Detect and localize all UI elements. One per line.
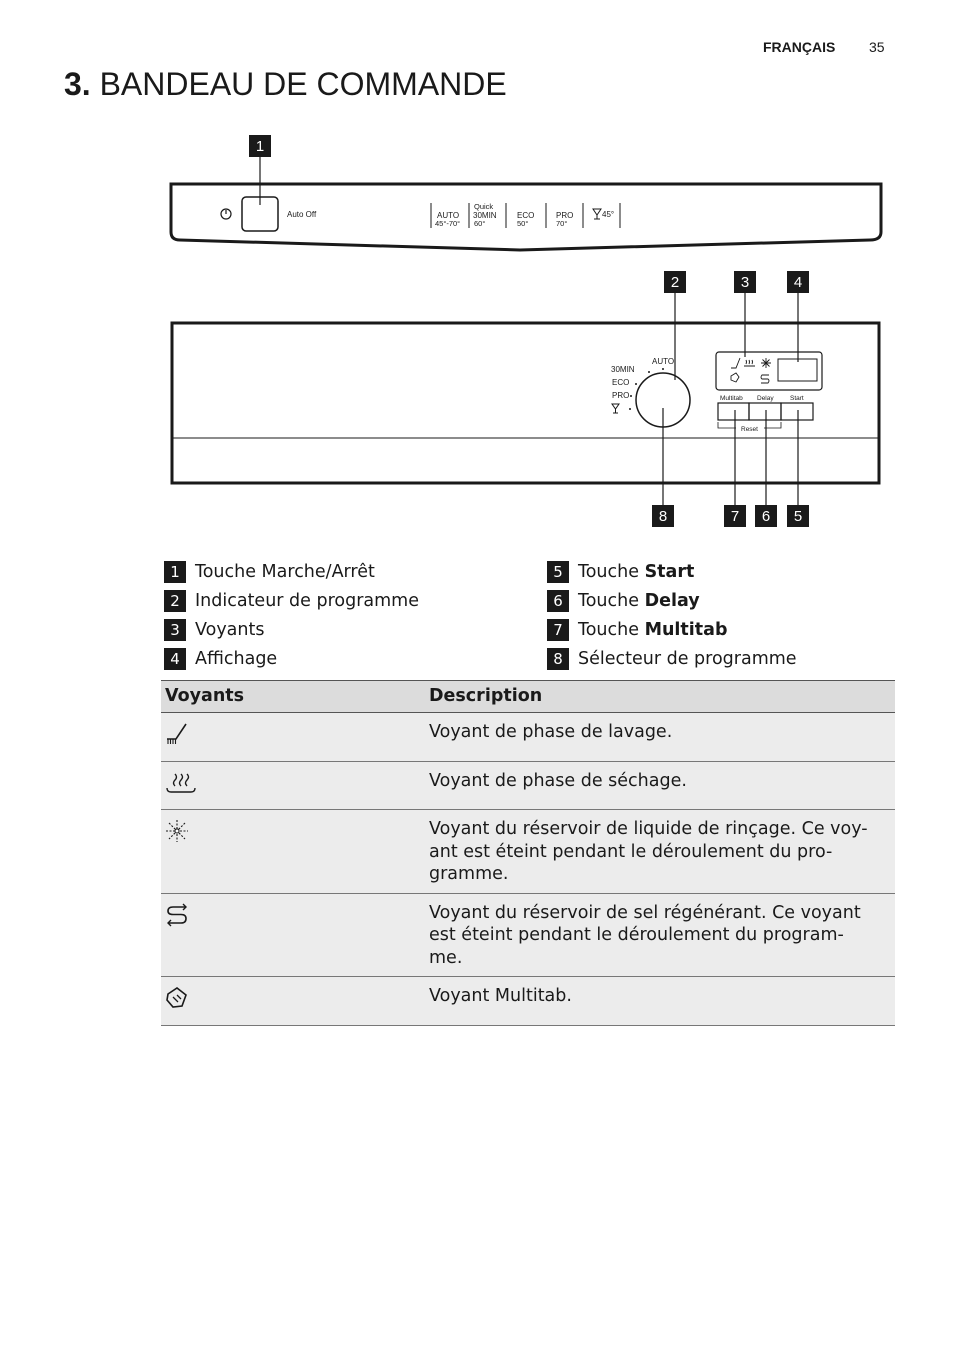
panel-salt-icon xyxy=(761,375,769,383)
dial-eco-label: ECO xyxy=(612,378,630,387)
start-button-label: Start xyxy=(790,395,804,402)
section-title-text: BANDEAU DE COMMANDE xyxy=(99,66,507,102)
header-page-number: 35 xyxy=(869,39,885,55)
prog-auto-label: AUTO xyxy=(437,211,460,220)
prog-pro-label: PRO xyxy=(556,211,574,220)
auto-off-label: Auto Off xyxy=(287,210,317,219)
legend-number: 1 xyxy=(164,561,186,583)
legend-number: 8 xyxy=(547,648,569,670)
legend-item-1 xyxy=(164,561,375,583)
header-language: FRANÇAIS xyxy=(763,39,836,55)
callout-7: 7 xyxy=(730,508,740,525)
legend-item-4 xyxy=(164,648,277,670)
prog-30min-temp: 60° xyxy=(474,219,486,228)
start-button xyxy=(781,403,813,420)
section-number: 3. xyxy=(64,66,91,102)
table-row xyxy=(161,810,895,894)
legend-number: 5 xyxy=(547,561,569,583)
table-cell-description: Voyant du réservoir de sel régénérant. Ce voyant est éteint pendant le déroulement du program- me. xyxy=(425,893,895,977)
legend-item-6 xyxy=(547,590,700,612)
prog-eco-label: ECO xyxy=(517,211,535,220)
table-cell-description: Voyant de phase de lavage. xyxy=(425,713,895,762)
delay-button-label: Delay xyxy=(757,395,774,402)
prog-auto-temp: 45°-70° xyxy=(435,219,461,228)
legend-item-8 xyxy=(547,648,797,670)
multitab-button xyxy=(718,403,749,420)
legend-label: Voyants xyxy=(195,620,265,640)
table-cell-description: Voyant du réservoir de liquide de rinçage. Ce voy- ant est éteint pendant le déroulement du pro- gramme. xyxy=(425,810,895,894)
table-header-row xyxy=(161,681,895,713)
panel-multitab-icon xyxy=(731,373,739,382)
callout-2: 2 xyxy=(670,274,680,291)
legend-number: 6 xyxy=(547,590,569,612)
glass-icon xyxy=(593,209,601,219)
panel-drying-icon xyxy=(744,360,755,366)
dial-pro-label: PRO xyxy=(612,391,630,400)
control-panel-diagram xyxy=(0,0,954,540)
legend-item-7 xyxy=(547,619,728,641)
legend-label: Indicateur de programme xyxy=(195,591,419,611)
legend-number: 7 xyxy=(547,619,569,641)
table-row xyxy=(161,977,895,1026)
prog-eco-temp: 50° xyxy=(517,219,529,228)
legend-label: Touche Start xyxy=(578,562,695,582)
indicators-table xyxy=(161,680,895,1026)
delay-button xyxy=(749,403,781,420)
legend-number: 3 xyxy=(164,619,186,641)
reset-label: Reset xyxy=(741,426,758,433)
indicator-panel xyxy=(716,352,822,390)
legend-number: 2 xyxy=(164,590,186,612)
table-cell-description: Voyant de phase de séchage. xyxy=(425,761,895,810)
table-row xyxy=(161,761,895,810)
legend-item-2 xyxy=(164,590,419,612)
multitab-button-label: Multitab xyxy=(720,395,743,402)
dial-indicator-dots xyxy=(629,368,664,410)
legend-label: Touche Delay xyxy=(578,591,700,611)
column-header-description: Description xyxy=(425,681,895,713)
drying-phase-icon xyxy=(164,770,198,796)
callout-4: 4 xyxy=(793,274,803,291)
legend-label: Sélecteur de programme xyxy=(578,649,797,669)
panel-wash-icon xyxy=(731,358,740,368)
panel-rinse-aid-icon xyxy=(761,358,771,368)
prog-pro-temp: 70° xyxy=(556,219,568,228)
legend-item-5 xyxy=(547,561,694,583)
dial-auto-label: AUTO xyxy=(652,357,675,366)
legend-label: Affichage xyxy=(195,649,278,669)
legend-label: Touche Marche/Arrêt xyxy=(195,562,375,582)
callout-8: 8 xyxy=(658,508,668,525)
multitab-icon xyxy=(164,985,190,1011)
dial-glass-icon xyxy=(612,404,619,413)
callout-6: 6 xyxy=(761,508,771,525)
prog-30min-label: 30MIN xyxy=(473,211,497,220)
legend-item-3 xyxy=(164,619,264,641)
table-cell-description: Voyant Multitab. xyxy=(425,977,895,1026)
salt-icon xyxy=(164,902,190,928)
table-row xyxy=(161,713,895,762)
prog-glass-temp: 45° xyxy=(602,210,615,219)
callout-3: 3 xyxy=(740,274,750,291)
legend-label: Touche Multitab xyxy=(578,620,728,640)
callout-5: 5 xyxy=(793,508,803,525)
rinse-aid-icon xyxy=(164,818,190,844)
table-row xyxy=(161,893,895,977)
column-header-voyants: Voyants xyxy=(161,681,425,713)
prog-quick-label: Quick xyxy=(474,202,494,211)
wash-phase-icon xyxy=(164,721,190,747)
legend-number: 4 xyxy=(164,648,186,670)
dial-30min-label: 30MIN xyxy=(611,365,635,374)
callout-1: 1 xyxy=(255,138,265,155)
display-window xyxy=(778,359,817,381)
